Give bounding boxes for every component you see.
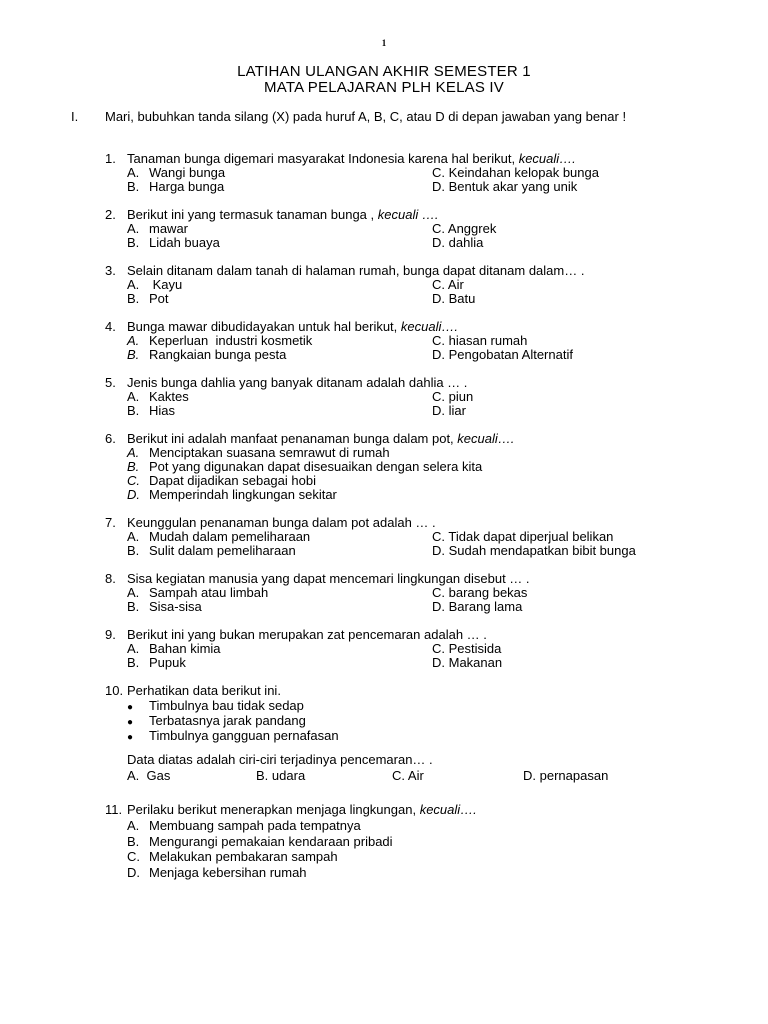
data-bullet: ● Timbulnya gangguan pernafasan bbox=[127, 728, 339, 743]
question-5 bbox=[105, 375, 685, 418]
question-number: 3. bbox=[105, 263, 116, 278]
option-c[interactable]: C. Air bbox=[432, 277, 464, 292]
question-text: Keunggulan penanaman bunga dalam pot adalah … . bbox=[127, 515, 436, 530]
question-number: 9. bbox=[105, 627, 116, 642]
question-text: Perilaku berikut menerapkan menjaga lingkungan, kecuali…. bbox=[127, 802, 477, 817]
option-c[interactable]: C. Keindahan kelopak bunga bbox=[432, 165, 599, 180]
option-d[interactable]: D. dahlia bbox=[432, 235, 484, 250]
page-title: LATIHAN ULANGAN AKHIR SEMESTER 1 bbox=[237, 63, 531, 80]
option-d[interactable]: D. Bentuk akar yang unik bbox=[432, 179, 578, 194]
option-b[interactable]: B. Sisa-sisa bbox=[127, 599, 202, 614]
section-number: I. bbox=[71, 109, 79, 124]
option-a[interactable]: A. Menciptakan suasana semrawut di rumah bbox=[127, 445, 390, 460]
followup-text: Data diatas adalah ciri-ciri terjadinya pencemaran… . bbox=[127, 752, 433, 767]
option-b[interactable]: B. Harga bunga bbox=[127, 179, 225, 194]
page-subtitle: MATA PELAJARAN PLH KELAS IV bbox=[264, 79, 504, 96]
option-b[interactable]: B. Pupuk bbox=[127, 655, 186, 670]
instruction-text: Mari, bubuhkan tanda silang (X) pada huruf A, B, C, atau D di depan jawaban yang benar ! bbox=[105, 109, 627, 124]
question-number: 5. bbox=[105, 375, 116, 390]
question-7 bbox=[105, 515, 685, 558]
question-text: Berikut ini yang termasuk tanaman bunga , kecuali …. bbox=[127, 207, 439, 222]
question-3 bbox=[105, 263, 685, 306]
option-a[interactable]: A. mawar bbox=[127, 221, 189, 236]
option-c[interactable]: C. Tidak dapat diperjual belikan bbox=[432, 529, 614, 544]
option-d[interactable]: D. Menjaga kebersihan rumah bbox=[127, 865, 307, 880]
question-text: Berikut ini yang bukan merupakan zat pencemaran adalah … . bbox=[127, 627, 487, 642]
option-d[interactable]: D. Makanan bbox=[432, 655, 503, 670]
data-bullet: ● Timbulnya bau tidak sedap bbox=[127, 698, 304, 713]
option-a[interactable]: A. Membuang sampah pada tempatnya bbox=[127, 818, 361, 833]
question-text: Sisa kegiatan manusia yang dapat mencemari lingkungan disebut … . bbox=[127, 571, 530, 586]
option-d[interactable]: D. Batu bbox=[432, 291, 476, 306]
option-c[interactable]: C. Melakukan pembakaran sampah bbox=[127, 849, 338, 864]
question-number: 2. bbox=[105, 207, 116, 222]
option-b[interactable]: B. Pot bbox=[127, 291, 169, 306]
page-number: 1 bbox=[381, 38, 387, 48]
question-text: Jenis bunga dahlia yang banyak ditanam adalah dahlia … . bbox=[127, 375, 468, 390]
option-c[interactable]: C. Pestisida bbox=[432, 641, 502, 656]
option-d[interactable]: D. Memperindah lingkungan sekitar bbox=[127, 487, 337, 502]
option-b[interactable]: B. udara bbox=[256, 768, 306, 783]
option-c[interactable]: C. piun bbox=[432, 389, 474, 404]
question-11 bbox=[105, 802, 685, 880]
question-4 bbox=[105, 319, 685, 362]
option-a[interactable]: A. Wangi bunga bbox=[127, 165, 226, 180]
option-c[interactable]: C. barang bekas bbox=[432, 585, 528, 600]
option-d[interactable]: D. Sudah mendapatkan bibit bunga bbox=[432, 543, 636, 558]
question-number: 11. bbox=[105, 802, 123, 817]
question-8 bbox=[105, 571, 685, 614]
question-number: 1. bbox=[105, 151, 116, 166]
option-a[interactable]: A. Mudah dalam pemeliharaan bbox=[127, 529, 311, 544]
option-d[interactable]: D. pernapasan bbox=[523, 768, 609, 783]
question-text: Tanaman bunga digemari masyarakat Indonesia karena hal berikut, kecuali…. bbox=[127, 151, 576, 166]
question-text: Bunga mawar dibudidayakan untuk hal berikut, kecuali…. bbox=[127, 319, 458, 334]
option-c[interactable]: C. Anggrek bbox=[432, 221, 497, 236]
question-text: Berikut ini adalah manfaat penanaman bunga dalam pot, kecuali…. bbox=[127, 431, 515, 446]
option-a[interactable]: A. Kayu bbox=[127, 277, 183, 292]
question-10 bbox=[105, 683, 685, 783]
option-a[interactable]: A. Sampah atau limbah bbox=[127, 585, 269, 600]
option-c[interactable]: C. Dapat dijadikan sebagai hobi bbox=[127, 473, 316, 488]
option-a[interactable]: A. Gas bbox=[127, 768, 171, 783]
question-text: Selain ditanam dalam tanah di halaman rumah, bunga dapat ditanam dalam… . bbox=[127, 263, 585, 278]
option-d[interactable]: D. Pengobatan Alternatif bbox=[432, 347, 573, 362]
option-a[interactable]: A. Bahan kimia bbox=[127, 641, 221, 656]
question-number: 10. bbox=[105, 683, 124, 698]
question-text: Perhatikan data berikut ini. bbox=[127, 683, 281, 698]
option-b[interactable]: B. Sulit dalam pemeliharaan bbox=[127, 543, 296, 558]
data-bullet: ● Terbatasnya jarak pandang bbox=[127, 713, 306, 728]
option-b[interactable]: B. Lidah buaya bbox=[127, 235, 220, 250]
question-number: 7. bbox=[105, 515, 116, 530]
option-b[interactable]: B. Rangkaian bunga pesta bbox=[127, 347, 287, 362]
option-d[interactable]: D. Barang lama bbox=[432, 599, 523, 614]
option-d[interactable]: D. liar bbox=[432, 403, 466, 418]
question-2 bbox=[105, 207, 685, 250]
option-c[interactable]: C. hiasan rumah bbox=[432, 333, 528, 348]
option-b[interactable]: B. Mengurangi pemakaian kendaraan pribadi bbox=[127, 834, 393, 849]
question-number: 4. bbox=[105, 319, 116, 334]
question-1 bbox=[105, 151, 685, 194]
question-9 bbox=[105, 627, 685, 670]
option-a[interactable]: A. Keperluan industri kosmetik bbox=[127, 333, 313, 348]
option-c[interactable]: C. Air bbox=[392, 768, 424, 783]
option-a[interactable]: A. Kaktes bbox=[127, 389, 189, 404]
option-b[interactable]: B. Pot yang digunakan dapat disesuaikan dengan selera kita bbox=[127, 459, 483, 474]
question-6 bbox=[105, 431, 685, 502]
option-b[interactable]: B. Hias bbox=[127, 403, 176, 418]
question-number: 6. bbox=[105, 431, 116, 446]
question-number: 8. bbox=[105, 571, 116, 586]
